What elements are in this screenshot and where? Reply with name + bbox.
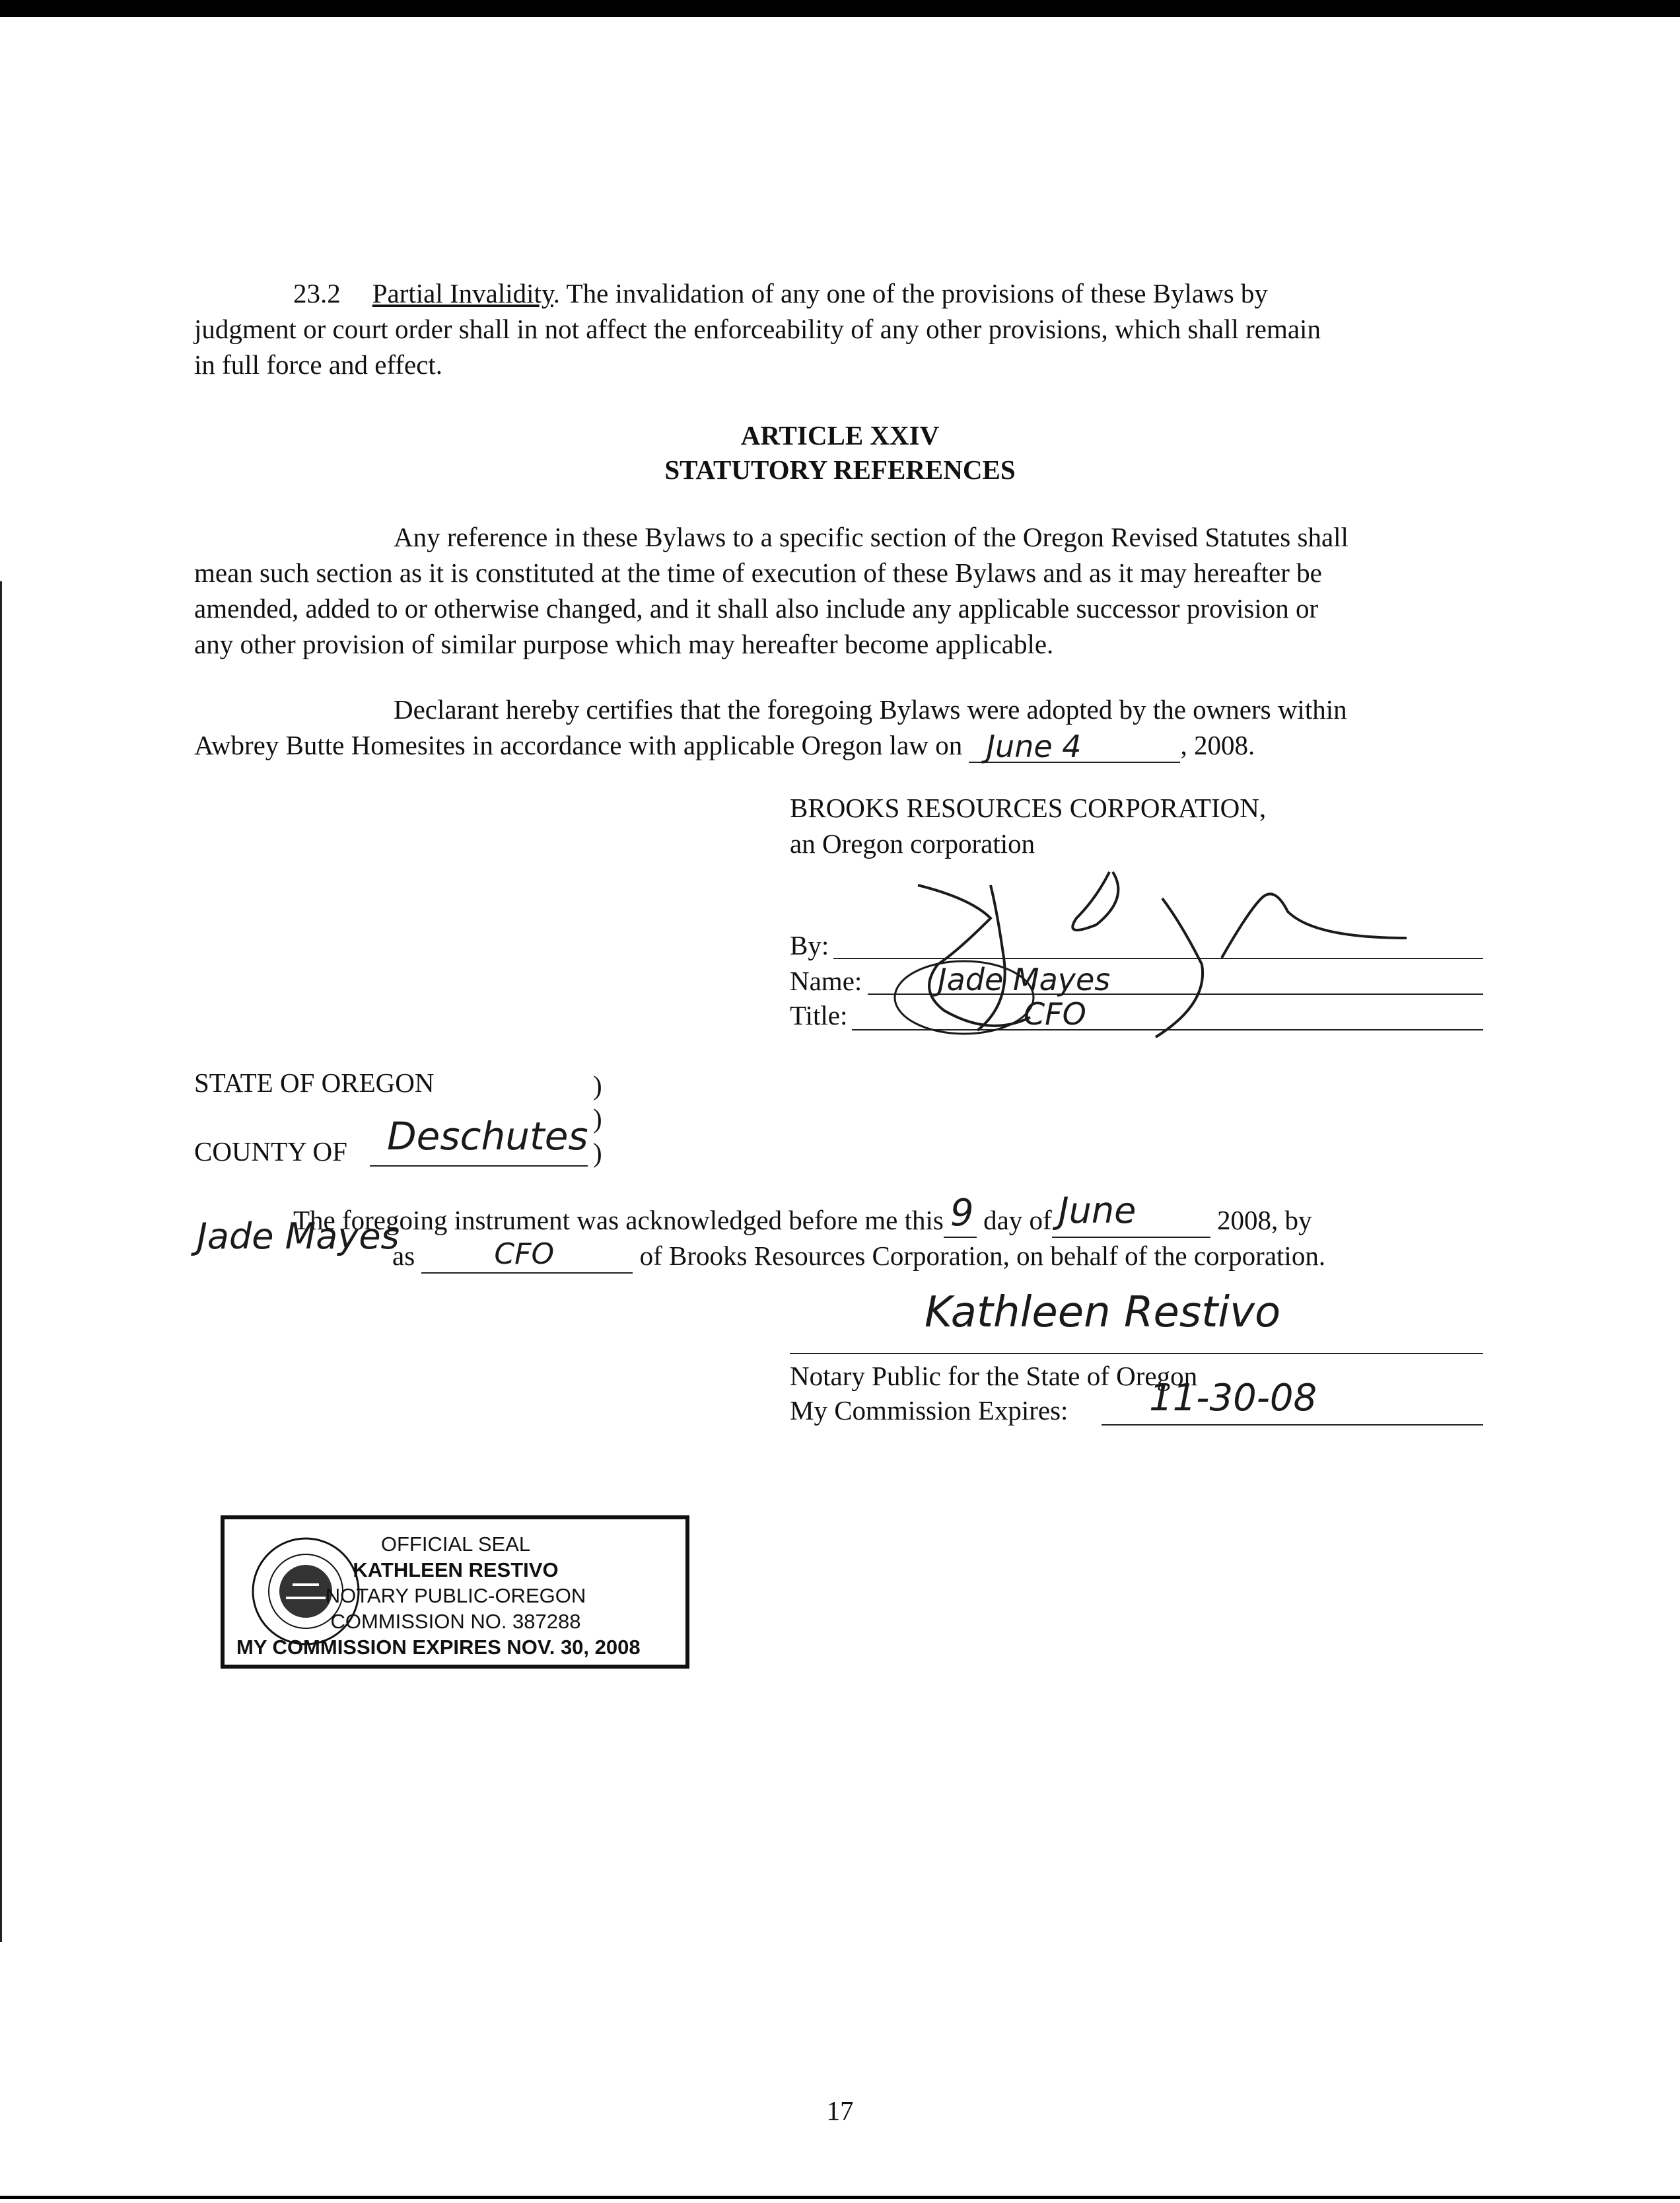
section-number: 23.2 — [293, 278, 341, 308]
scan-top-border — [0, 0, 1680, 17]
title-label: Title: — [790, 1000, 848, 1030]
day-handwritten: 9 — [950, 1192, 974, 1235]
article-para-line3: amended, added to or otherwise changed, and it shall also include any applicable successor provision or — [194, 593, 1319, 624]
ack-line1 — [293, 1190, 1312, 1238]
certification-year: , 2008. — [1180, 730, 1255, 760]
signer-title-handwritten: CFO — [1024, 996, 1086, 1032]
cfo-signature-scribble — [878, 859, 1440, 1057]
name-label: Name: — [790, 966, 862, 996]
seal-line-3: NOTARY PUBLIC-OREGON — [325, 1584, 586, 1607]
seal-text-block — [225, 1531, 687, 1660]
company-name: BROOKS RESOURCES CORPORATION, — [790, 793, 1267, 823]
seal-line-1: OFFICIAL SEAL — [380, 1533, 531, 1556]
venue-paren-3: ) — [593, 1138, 602, 1168]
ack-text-4: of Brooks Resources Corporation, on behalf of the corporation. — [639, 1241, 1326, 1271]
article-title: ARTICLE XXIV — [740, 420, 940, 451]
ack-line2 — [392, 1238, 1325, 1274]
notary-title: Notary Public for the State of Oregon — [790, 1361, 1198, 1391]
section-23-2-line2: judgment or court order shall in not affect the enforceability of any other provisions, which shall remain — [194, 314, 1321, 344]
venue-paren-1: ) — [593, 1070, 602, 1101]
acknowledged-signer-handwritten: Jade Mayes — [197, 1215, 400, 1257]
certification-line1: Declarant hereby certifies that the foregoing Bylaws were adopted by the owners within — [394, 694, 1347, 725]
adoption-date-handwritten: June 4 — [986, 729, 1082, 764]
county-handwritten: Deschutes — [387, 1114, 588, 1159]
role-field — [421, 1237, 633, 1274]
seal-line-5: MY COMMISSION EXPIRES NOV. 30, 2008 — [236, 1636, 641, 1659]
expires-handwritten: 11-30-08 — [1149, 1377, 1317, 1420]
county-line — [370, 1165, 588, 1167]
state-label: STATE OF OREGON — [194, 1067, 435, 1098]
section-heading: Partial Invalidity — [372, 278, 553, 308]
section-23-2-line1 — [293, 275, 1268, 311]
scan-bottom-border — [0, 2196, 1680, 2199]
role-handwritten: CFO — [494, 1237, 555, 1271]
section-text: . The invalidation of any one of the provisions of these Bylaws by — [553, 278, 1268, 308]
ack-text-2: day of — [983, 1205, 1052, 1235]
by-label: By: — [790, 930, 829, 960]
section-23-2-line3: in full force and effect. — [194, 349, 443, 380]
seal-line-4: COMMISSION NO. 387288 — [330, 1610, 581, 1633]
certification-line2-text: Awbrey Butte Homesites in accordance with applicable Oregon law on — [194, 730, 963, 760]
venue-paren-2: ) — [593, 1103, 602, 1134]
month-field — [1052, 1190, 1210, 1238]
article-para-line4: any other provision of similar purpose which may hereafter become applicable. — [194, 629, 1054, 659]
company-description: an Oregon corporation — [790, 828, 1035, 859]
month-handwritten: June — [1058, 1190, 1137, 1231]
adoption-date-field — [969, 731, 1180, 763]
county-label: COUNTY OF — [194, 1136, 347, 1167]
certification-line2 — [194, 727, 1255, 763]
scan-left-edge — [0, 581, 2, 1942]
ack-text-3: 2008, by — [1216, 1205, 1312, 1235]
expires-line — [1102, 1424, 1483, 1426]
official-seal-stamp — [221, 1515, 689, 1669]
notary-signature-handwritten: Kathleen Restivo — [925, 1288, 1281, 1337]
day-field — [944, 1192, 977, 1238]
as-label: as — [392, 1241, 415, 1271]
signer-name-handwritten: Jade Mayes — [938, 962, 1111, 997]
ack-text-1: The foregoing instrument was acknowledged before me this — [293, 1205, 944, 1235]
article-para-line1: Any reference in these Bylaws to a specific section of the Oregon Revised Statutes shall — [394, 522, 1348, 552]
page-number: 17 — [826, 2095, 854, 2126]
expires-label: My Commission Expires: — [790, 1395, 1068, 1426]
article-subtitle: STATUTORY REFERENCES — [664, 454, 1016, 485]
seal-line-2: KATHLEEN RESTIVO — [353, 1558, 559, 1581]
article-para-line2: mean such section as it is constituted at the time of execution of these Bylaws and as it may hereafter be — [194, 558, 1322, 588]
notary-signature-line — [790, 1353, 1483, 1354]
